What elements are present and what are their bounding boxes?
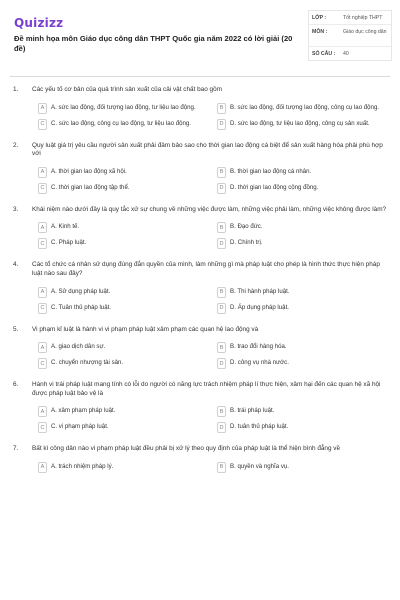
answer-option[interactable] [217,303,390,314]
option-letter-box[interactable]: D [217,358,226,369]
option-text: A. xâm phạm pháp luật. [51,407,116,415]
question-text: Khái niệm nào dưới đây là quy tắc xử sự chung về những việc được làm, những việc phải làm, những việc không được làm? [32,205,387,213]
question-text: Các tổ chức cá nhân sử dụng đúng đắn quyền của mình, làm những gì mà pháp luật cho phép là hình thức thực hiện pháp luật nào sau đây? [32,261,380,277]
meta-label: LỚP : [312,15,327,21]
answer-option[interactable] [38,222,211,233]
option-text: D. sức lao động, tư liệu lao động, công cụ sản xuất. [230,119,370,127]
question-item [10,381,390,433]
option-letter-box[interactable]: D [217,303,226,314]
answer-option[interactable] [217,167,390,178]
answer-option[interactable] [217,119,390,130]
worksheet-header [10,8,390,70]
answer-option[interactable] [217,462,390,473]
answer-option[interactable] [217,406,390,417]
option-text: B. trái pháp luật. [230,407,275,415]
answer-option[interactable] [38,167,211,178]
header-divider [10,76,390,77]
question-item [10,261,390,313]
option-letter-box[interactable]: D [217,119,226,130]
answer-option[interactable] [217,183,390,194]
answer-option[interactable] [38,342,211,353]
option-letter-box[interactable]: D [217,422,226,433]
answer-options [10,167,390,194]
option-letter-box[interactable]: A [38,167,47,178]
meta-value: 40 [343,51,349,57]
option-text: C. vi phạm pháp luật. [51,423,109,431]
question-header [10,86,390,95]
answer-options [10,406,390,433]
option-text: C. Tuân thủ pháp luật. [51,303,111,311]
meta-info-box [308,10,392,61]
option-letter-box[interactable]: D [217,183,226,194]
question-number: 5. [13,325,19,333]
option-letter-box[interactable]: A [38,342,47,353]
option-text: A. sức lao động, đối tượng lao động, tư liệu lao động. [51,103,196,111]
answer-option[interactable] [38,119,211,130]
option-text: D. công vụ nhà nước. [230,359,289,367]
option-text: B. thời gian lao động cá nhân. [230,167,312,175]
option-text: A. Sử dụng pháp luật. [51,287,111,295]
option-letter-box[interactable]: A [38,406,47,417]
answer-option[interactable] [38,303,211,314]
option-text: A. thời gian lao động xã hội. [51,167,127,175]
answer-option[interactable] [217,238,390,249]
option-text: D. thời gian lao động cộng đồng. [230,183,319,191]
option-text: B. trao đổi hàng hóa. [230,343,287,351]
worksheet-title: Đề minh họa môn Giáo dục công dân THPT Quốc gia năm 2022 có lời giải (20 đề) [14,34,293,53]
answer-option[interactable] [38,183,211,194]
question-number: 7. [13,445,19,453]
option-text: D. tuân thủ pháp luật. [230,423,289,431]
answer-option[interactable] [217,103,390,114]
question-number: 2. [13,141,19,149]
question-header [10,206,390,215]
option-text: B. sức lao động, đối tượng lao động, công cụ lao động. [230,103,380,111]
answer-options [10,462,390,473]
question-text: Bất kì công dân nào vi phạm pháp luật đều phải bị xử lý theo quy định của pháp luật là thể hiện bình đẳng về [32,445,341,453]
option-letter-box[interactable]: C [38,119,47,130]
answer-option[interactable] [38,422,211,433]
question-item [10,142,390,194]
answer-options [10,222,390,249]
question-number: 1. [13,86,19,93]
answer-options [10,342,390,369]
question-header [10,261,390,278]
question-item [10,86,390,130]
option-text: B. Thi hành pháp luật. [230,287,290,295]
option-letter-box[interactable]: B [217,287,226,298]
answer-option[interactable] [217,358,390,369]
option-letter-box[interactable]: C [38,183,47,194]
quizizz-logo: Quizizz [14,16,64,30]
meta-row-class [309,11,391,25]
question-item [10,206,390,250]
meta-row-subject [309,25,391,47]
answer-option[interactable] [217,287,390,298]
option-letter-box[interactable]: A [38,462,47,473]
answer-option[interactable] [38,462,211,473]
option-letter-box[interactable]: C [38,303,47,314]
answer-option[interactable] [38,287,211,298]
meta-label: SỐ CÂU : [312,51,336,57]
option-text: D. Áp dụng pháp luật. [230,303,289,311]
option-letter-box[interactable]: B [217,342,226,353]
option-text: C. Pháp luật. [51,239,87,247]
option-letter-box[interactable]: A [38,222,47,233]
option-letter-box[interactable]: C [38,238,47,249]
answer-option[interactable] [217,222,390,233]
option-letter-box[interactable]: A [38,103,47,114]
option-letter-box[interactable]: C [38,422,47,433]
option-text: C. sức lao động, công cụ lao động, tư liệu lao động. [51,119,191,127]
option-text: C. thời gian lao động tập thể. [51,183,130,191]
option-letter-box[interactable]: B [217,462,226,473]
option-text: B. Đạo đức. [230,223,263,231]
answer-option[interactable] [217,422,390,433]
option-text: A. Kinh tế. [51,223,80,231]
question-text: Hành vi trái pháp luật mang tính có lỗi do người có năng lực trách nhiệm pháp lí thực hiện, xâm hại đến các quan hệ xã hội được pháp luật bảo vệ là [32,381,381,397]
question-header [10,445,390,454]
meta-value: Tốt nghiệp THPT [343,15,383,21]
option-text: C. chuyển nhượng tài sản. [51,359,124,367]
question-number: 6. [13,381,19,389]
meta-label: MÔN : [312,29,328,35]
option-letter-box[interactable]: B [217,167,226,178]
answer-option[interactable] [38,103,211,114]
meta-row-count [309,47,391,60]
option-letter-box[interactable]: A [38,287,47,298]
question-number: 4. [13,261,19,269]
question-header [10,142,390,159]
question-number: 3. [13,205,19,213]
option-letter-box[interactable]: D [217,238,226,249]
option-letter-box[interactable]: B [217,103,226,114]
option-letter-box[interactable]: B [217,406,226,417]
question-text: Vi phạm kỉ luật là hành vi vi phạm pháp luật xâm phạm các quan hệ lao động và [32,325,259,333]
question-list [10,86,390,485]
answer-option[interactable] [38,238,211,249]
answer-option[interactable] [217,342,390,353]
answer-options [10,103,390,130]
question-header [10,381,390,398]
option-letter-box[interactable]: B [217,222,226,233]
option-text: A. trách nhiệm pháp lý. [51,462,114,470]
question-text: Các yếu tố cơ bản của quá trình sản xuất của cải vật chất bao gồm [32,86,222,93]
meta-value: Giáo dục công dân [343,29,387,35]
option-letter-box[interactable]: C [38,358,47,369]
option-text: D. Chính trị. [230,239,263,247]
question-header [10,326,390,335]
answer-option[interactable] [38,406,211,417]
option-text: B. quyền và nghĩa vụ. [230,462,289,470]
answer-option[interactable] [38,358,211,369]
answer-options [10,287,390,314]
question-text: Quy luật giá trị yêu cầu người sản xuất phải đảm bảo sao cho thời gian lao động cá biệt để sản xuất hàng hóa phải phù hợp với [32,141,383,158]
question-item [10,326,390,370]
option-text: A. giao dịch dân sự. [51,343,106,351]
question-item [10,445,390,473]
